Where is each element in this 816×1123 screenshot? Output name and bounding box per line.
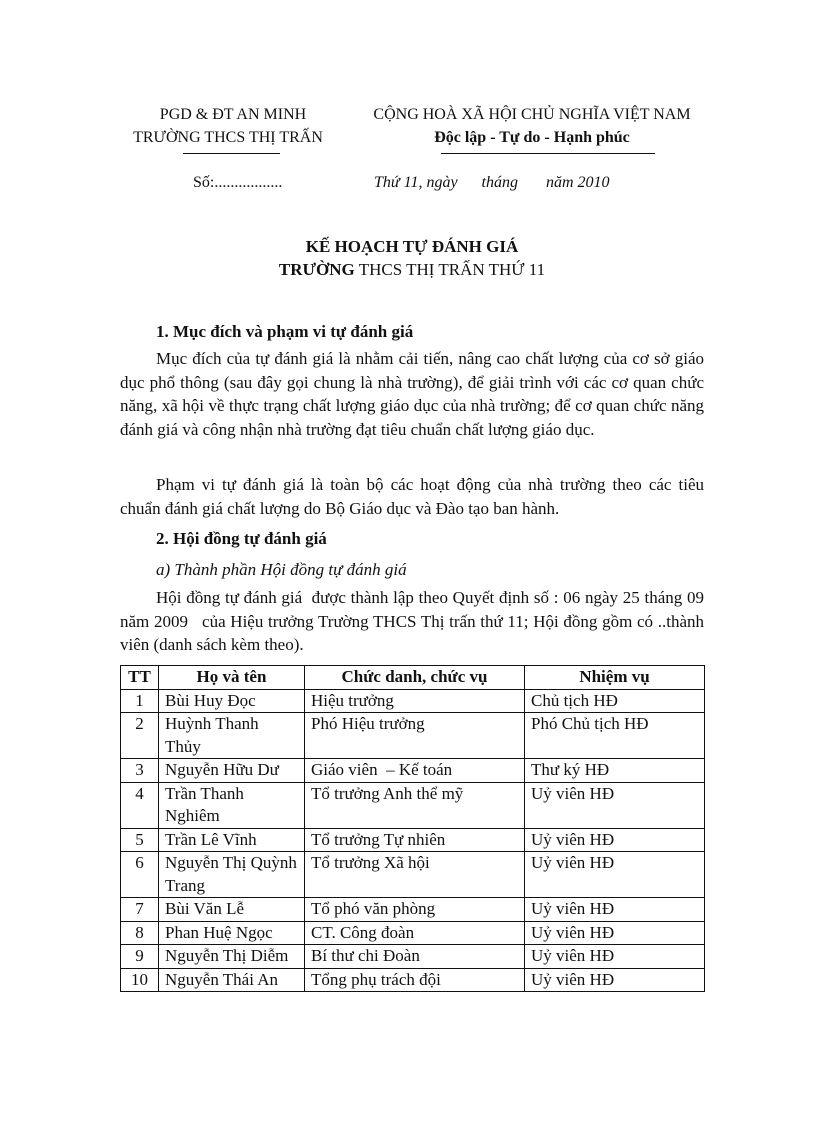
table-row (121, 898, 705, 922)
table-row (121, 945, 705, 969)
cell-index: 5 (121, 828, 159, 852)
department-name: PGD & ĐT AN MINH (159, 106, 307, 123)
document-title: KẾ HOẠCH TỰ ĐÁNH GIÁ (305, 237, 519, 256)
table-row (121, 782, 705, 828)
cell-position: Tổ phó văn phòng (305, 898, 525, 922)
country-name: CỘNG HOÀ XÃ HỘI CHỦ NGHĨA VIỆT NAM (373, 106, 691, 123)
cell-full-name: Nguyễn Thị Diễm (159, 945, 305, 969)
table-row (121, 759, 705, 783)
cell-duty: Uỷ viên HĐ (525, 898, 705, 922)
table-row (121, 852, 705, 898)
section-2-heading: 2. Hội đồng tự đánh giá (156, 529, 327, 548)
council-members-table (120, 665, 705, 992)
cell-duty: Uỷ viên HĐ (525, 852, 705, 898)
school-name-underline (183, 153, 280, 154)
section-1-paragraph-1: Mục đích của tự đánh giá là nhằm cải tiến, nâng cao chất lượng của cơ sở giáo dục phổ thông (sau đây gọi chung là nhà trường), để giải trình với các cơ quan chức năng, xã hội về thực trạng chất lượng giáo dục của nhà trường; để cơ quan chức năng đánh giá và công nhận nhà trường đạt tiêu chuẩn chất lượng giáo dục. (120, 349, 704, 439)
table-header-row (121, 666, 705, 690)
document-date: Thứ 11, ngày tháng năm 2010 (374, 174, 610, 191)
cell-position: Phó Hiệu trưởng (305, 713, 525, 759)
section-2-subheading: a) Thành phần Hội đồng tự đánh giá (156, 560, 407, 579)
header-full-name: Họ và tên (159, 666, 305, 690)
cell-position: Bí thư chi Đoàn (305, 945, 525, 969)
table-row (121, 689, 705, 713)
cell-index: 8 (121, 921, 159, 945)
cell-position: Tổ trưởng Xã hội (305, 852, 525, 898)
subtitle-bold-part: TRƯỜNG (278, 260, 355, 279)
cell-full-name: Bùi Huy Đọc (159, 689, 305, 713)
school-name: TRƯỜNG THCS THỊ TRẤN (133, 129, 323, 146)
table-row (121, 968, 705, 992)
table-row (121, 921, 705, 945)
header-position: Chức danh, chức vụ (305, 666, 525, 690)
cell-index: 1 (121, 689, 159, 713)
cell-index: 2 (121, 713, 159, 759)
cell-duty: Phó Chủ tịch HĐ (525, 713, 705, 759)
cell-full-name: Huỳnh Thanh Thủy (159, 713, 305, 759)
cell-full-name: Trần Lê Vĩnh (159, 828, 305, 852)
cell-position: Tổ trưởng Anh thể mỹ (305, 782, 525, 828)
cell-index: 6 (121, 852, 159, 898)
cell-position: Tổng phụ trách đội (305, 968, 525, 992)
document-number: Số:................. (193, 174, 283, 191)
cell-duty: Uỷ viên HĐ (525, 782, 705, 828)
header-index: TT (121, 666, 159, 690)
section-1-paragraph-2: Phạm vi tự đánh giá là toàn bộ các hoạt động của nhà trường theo các tiêu chuẩn đánh giá chất lượng do Bộ Giáo dục và Đào tạo ban hành. (120, 475, 704, 518)
cell-position: Tổ trưởng Tự nhiên (305, 828, 525, 852)
motto-underline (441, 153, 655, 154)
cell-index: 3 (121, 759, 159, 783)
cell-duty: Chủ tịch HĐ (525, 689, 705, 713)
cell-duty: Uỷ viên HĐ (525, 945, 705, 969)
section-1-heading: 1. Mục đích và phạm vi tự đánh giá (156, 322, 414, 341)
cell-duty: Uỷ viên HĐ (525, 828, 705, 852)
cell-duty: Uỷ viên HĐ (525, 921, 705, 945)
national-motto: Độc lập - Tự do - Hạnh phúc (434, 129, 630, 146)
header-duty: Nhiệm vụ (525, 666, 705, 690)
section-2-paragraph: Hội đồng tự đánh giá được thành lập theo Quyết định số : 06 ngày 25 tháng 09 năm 2009 của Hiệu trưởng Trường THCS Thị trấn thứ 11; Hội đồng gồm có ..thành viên (danh sách kèm theo). (120, 588, 709, 654)
cell-full-name: Nguyễn Thị Quỳnh Trang (159, 852, 305, 898)
table-row (121, 828, 705, 852)
cell-full-name: Bùi Văn Lễ (159, 898, 305, 922)
subtitle-rest: THCS THỊ TRẤN THỨ 11 (354, 260, 546, 279)
cell-duty: Uỷ viên HĐ (525, 968, 705, 992)
cell-full-name: Nguyễn Hữu Dư (159, 759, 305, 783)
cell-full-name: Nguyễn Thái An (159, 968, 305, 992)
cell-position: Giáo viên – Kế toán (305, 759, 525, 783)
table-row (121, 713, 705, 759)
document-subtitle (120, 258, 704, 281)
cell-full-name: Trần Thanh Nghiêm (159, 782, 305, 828)
cell-index: 10 (121, 968, 159, 992)
cell-index: 7 (121, 898, 159, 922)
cell-position: Hiệu trưởng (305, 689, 525, 713)
cell-duty: Thư ký HĐ (525, 759, 705, 783)
cell-full-name: Phan Huệ Ngọc (159, 921, 305, 945)
cell-index: 9 (121, 945, 159, 969)
cell-index: 4 (121, 782, 159, 828)
cell-position: CT. Công đoàn (305, 921, 525, 945)
